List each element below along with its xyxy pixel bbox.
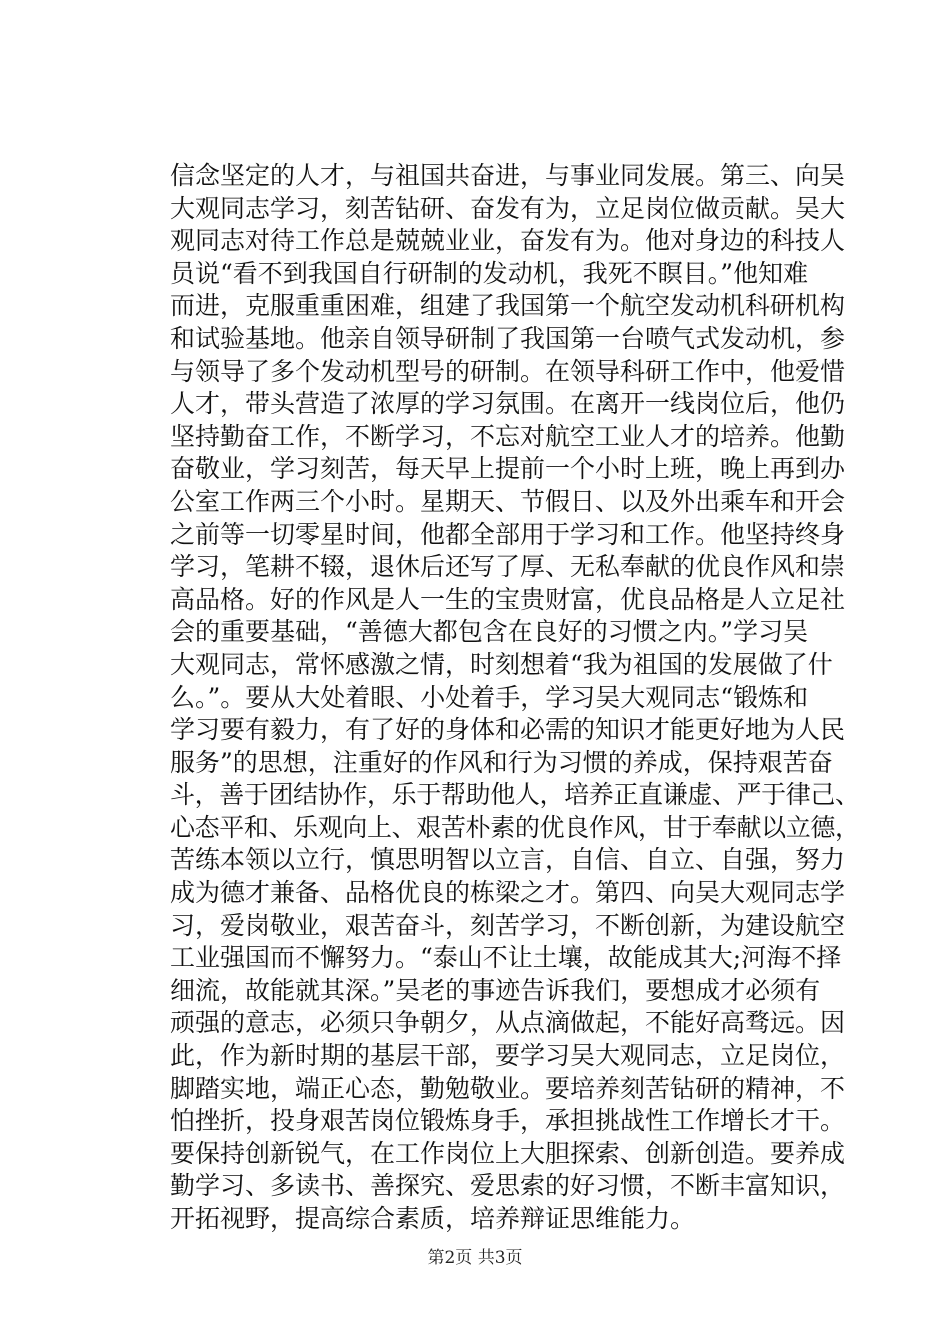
text-line: 服务”的思想，注重好的作风和行为习惯的养成，保持艰苦奋: [170, 747, 833, 777]
text-line: 苦练本领以立行，慎思明智以立言，自信、自立、自强，努力: [170, 845, 846, 875]
text-line: 公室工作两三个小时。星期天、节假日、以及外出乘车和开会: [170, 486, 846, 516]
text-line: 开拓视野，提高综合素质，培养辩证思维能力。: [170, 1204, 696, 1233]
text-line: 工业强国而不懈努力。“泰山不让土壤，故能成其大;河海不择: [170, 943, 842, 973]
text-line: 怕挫折，投身艰苦岗位锻炼身手，承担挑战性工作增长才干。: [170, 1106, 846, 1136]
text-line: 观同志对待工作总是兢兢业业，奋发有为。他对身边的科技人: [170, 226, 846, 256]
text-line: 之前等一切零星时间，他都全部用于学习和工作。他坚持终身: [170, 519, 846, 549]
text-line: 学习，笔耕不辍，退休后还写了厚、无私奉献的优良作风和崇: [170, 552, 846, 582]
text-line: 细流，故能就其深。”吴老的事迹告诉我们，要想成才必须有: [170, 975, 821, 1005]
text-line: 习，爱岗敬业，艰苦奋斗，刻苦学习，不断创新，为建设航空: [170, 910, 846, 940]
text-line: 会的重要基础，“善德大都包含在良好的习惯之内。”学习吴: [170, 617, 809, 647]
text-line: 大观同志学习，刻苦钻研、奋发有为，立足岗位做贡献。吴大: [170, 193, 846, 223]
text-line: 信念坚定的人才，与祖国共奋进，与事业同发展。第三、向吴: [170, 161, 846, 190]
text-line: 要保持创新锐气，在工作岗位上大胆探索、创新创造。要养成: [170, 1138, 846, 1168]
text-line: 大观同志，常怀感激之情，时刻想着“我为祖国的发展做了什: [170, 649, 833, 679]
text-line: 顽强的意志，必须只争朝夕，从点滴做起，不能好高骛远。因: [170, 1008, 846, 1038]
text-line: 坚持勤奋工作，不断学习，不忘对航空工业人才的培养。他勤: [170, 421, 846, 451]
text-line: 奋敬业，学习刻苦，每天早上提前一个小时上班，晚上再到办: [170, 454, 846, 484]
text-line: 脚踏实地，端正心态，勤勉敬业。要培养刻苦钻研的精神，不: [170, 1073, 846, 1103]
page-footer: 第2页 共3页: [427, 1248, 523, 1268]
text-line: 此，作为新时期的基层干部，要学习吴大观同志，立足岗位，: [170, 1041, 846, 1071]
text-line: 高品格。好的作风是人一生的宝贵财富，优良品格是人立足社: [170, 584, 846, 614]
text-line: 员说“看不到我国自行研制的发动机，我死不瞑目。”他知难: [170, 258, 809, 288]
body-text: [170, 160, 860, 1236]
text-line: 学习要有毅力，有了好的身体和必需的知识才能更好地为人民: [170, 715, 846, 745]
text-line: 么。”。要从大处着眼、小处着手，学习吴大观同志“锻炼和: [170, 682, 809, 712]
text-line: 心态平和、乐观向上、艰苦朴素的优良作风，甘于奉献以立德，: [170, 812, 860, 842]
text-line: 成为德才兼备、品格优良的栋梁之才。第四、向吴大观同志学: [170, 878, 846, 908]
text-line: 与领导了多个发动机型号的研制。在领导科研工作中，他爱惜: [170, 356, 846, 386]
text-line: 和试验基地。他亲自领导研制了我国第一台喷气式发动机，参: [170, 323, 846, 353]
text-line: 而进，克服重重困难，组建了我国第一个航空发动机科研机构: [170, 291, 846, 321]
text-line: 人才，带头营造了浓厚的学习氛围。在离开一线岗位后，他仍: [170, 389, 846, 419]
text-line: 斗，善于团结协作，乐于帮助他人，培养正直谦虚、严于律己、: [170, 780, 860, 810]
text-line: 勤学习、多读书、善探究、爱思索的好习惯，不断丰富知识，: [170, 1171, 846, 1201]
